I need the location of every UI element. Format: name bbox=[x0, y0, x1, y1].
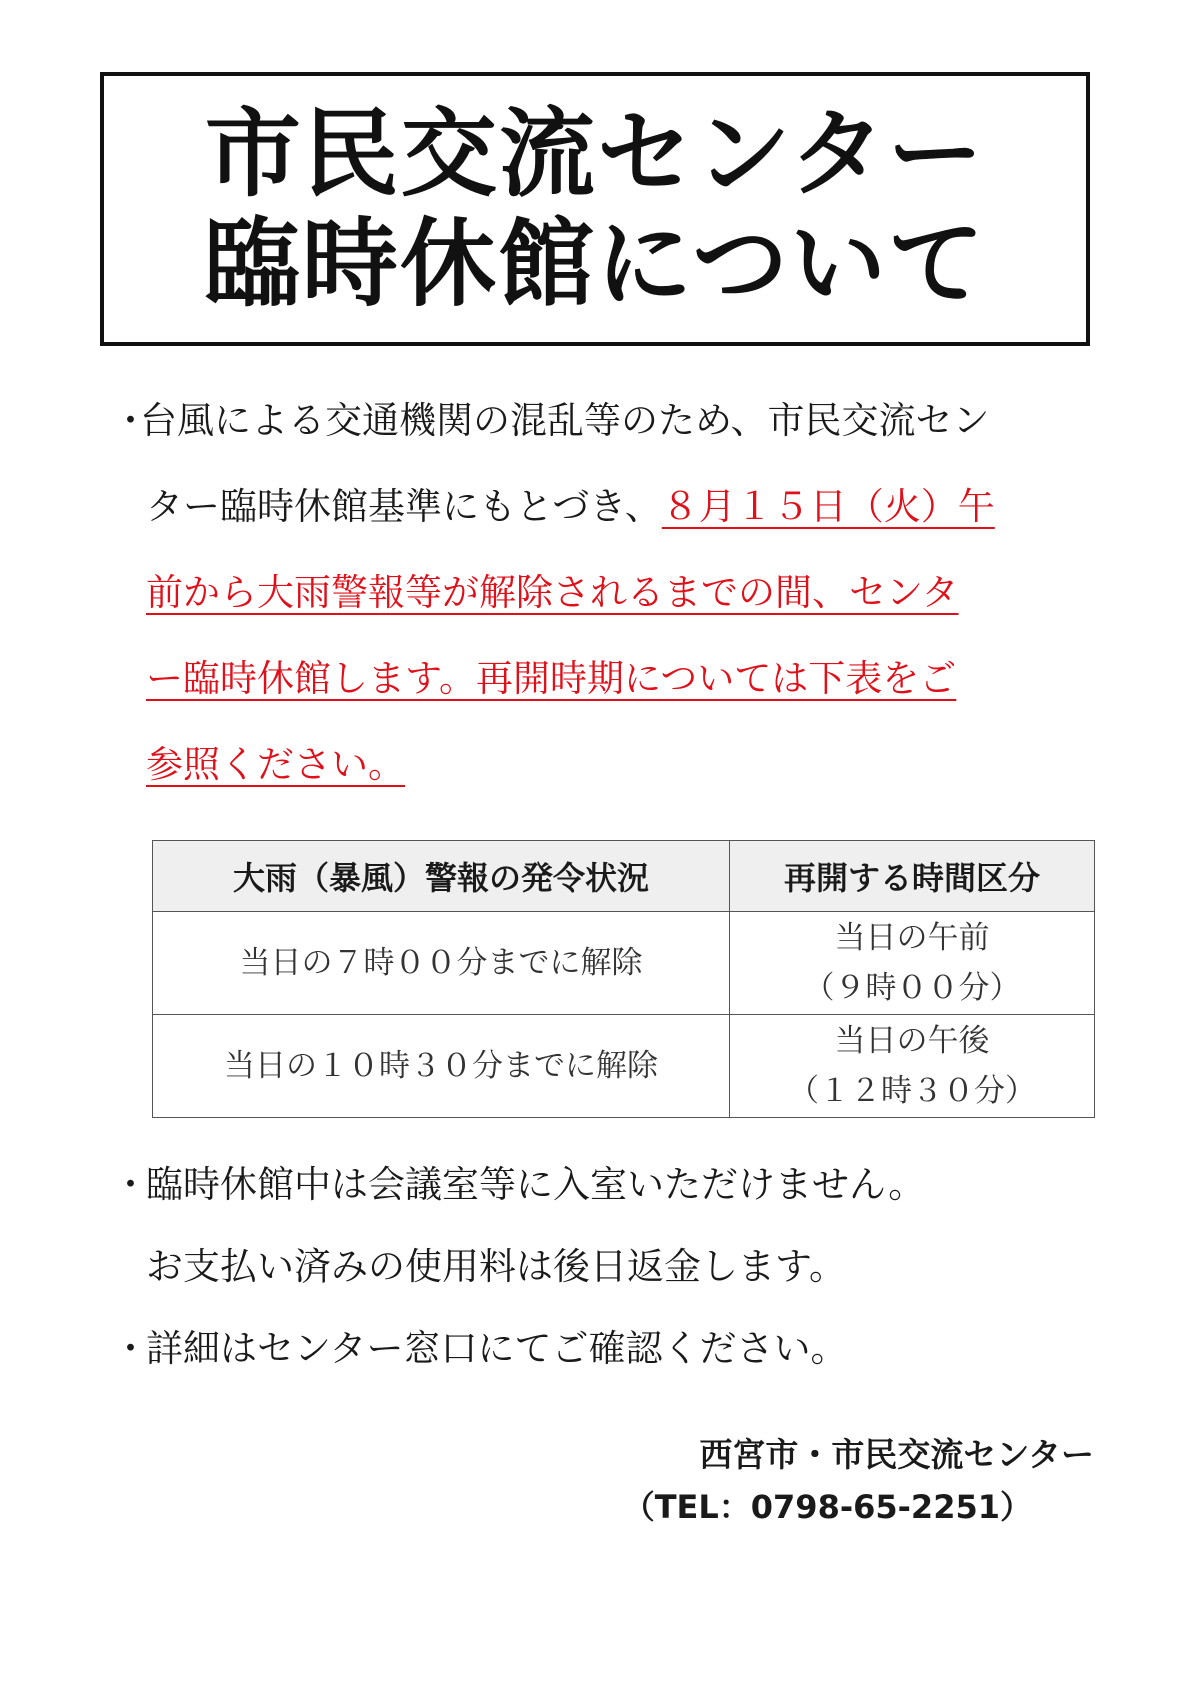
title-box bbox=[100, 72, 1090, 346]
organization-name: 西宮市・市民交流センター bbox=[699, 1435, 1094, 1474]
condition-cell: 当日の１０時３０分までに解除 bbox=[153, 1015, 730, 1118]
notice-highlight-3: 前から大雨警報等が解除されるまでの間、センタ bbox=[146, 571, 959, 614]
notice-line-2 bbox=[112, 464, 1112, 550]
title-line-1: 市民交流センター bbox=[204, 98, 986, 210]
resume-time: （１２時３０分） bbox=[788, 1073, 1036, 1109]
notice-highlight-5: 参照ください。 bbox=[146, 743, 405, 786]
notice-line-3 bbox=[112, 550, 1112, 636]
bullet-mark: ・ bbox=[112, 1327, 149, 1370]
table-row bbox=[153, 1015, 1095, 1118]
notice-text-1: 台風による交通機関の混乱等のため、市民交流セン bbox=[140, 399, 990, 442]
table-header-row bbox=[153, 841, 1095, 912]
additional-notes bbox=[112, 1144, 1112, 1390]
note-text-1a: 臨時休館中は会議室等に入室いただけません。 bbox=[146, 1163, 926, 1206]
reopening-schedule-table bbox=[152, 840, 1095, 1118]
phone-number: （TEL：0798-65-2251） bbox=[622, 1488, 1032, 1526]
note-text-2: 詳細はセンター窓口にてご確認ください。 bbox=[146, 1327, 848, 1370]
title-line-2: 臨時休館について bbox=[203, 208, 987, 320]
bullet-mark: ・ bbox=[112, 1163, 149, 1206]
notice-line-5 bbox=[112, 722, 1112, 808]
note-item-1-continued bbox=[112, 1226, 1112, 1308]
notice-line-1 bbox=[112, 378, 1112, 464]
resume-cell bbox=[730, 912, 1095, 1015]
bullet-mark: ・ bbox=[112, 399, 149, 442]
resume-time: （９時００分） bbox=[803, 970, 1021, 1006]
header-warning-status: 大雨（暴風）警報の発令状況 bbox=[153, 841, 730, 912]
resume-period: 当日の午後 bbox=[834, 1023, 990, 1059]
notice-line-4 bbox=[112, 636, 1112, 722]
note-item-2 bbox=[112, 1308, 1112, 1390]
note-text-1b: お支払い済みの使用料は後日返金します。 bbox=[146, 1245, 847, 1288]
table-row bbox=[153, 912, 1095, 1015]
resume-period: 当日の午前 bbox=[834, 920, 990, 956]
notice-highlight-4: ー臨時休館します。再開時期については下表をご bbox=[146, 657, 957, 700]
notice-highlight-2: ８月１５日（火）午 bbox=[661, 485, 995, 528]
footer-contact bbox=[623, 1430, 1094, 1534]
condition-cell: 当日の７時００分までに解除 bbox=[153, 912, 730, 1015]
notice-text-2: ター臨時休館基準にもとづき、 bbox=[146, 485, 662, 528]
resume-cell bbox=[730, 1015, 1095, 1118]
closure-notice bbox=[112, 378, 1112, 808]
header-reopen-time: 再開する時間区分 bbox=[730, 841, 1095, 912]
note-item-1 bbox=[112, 1144, 1112, 1226]
